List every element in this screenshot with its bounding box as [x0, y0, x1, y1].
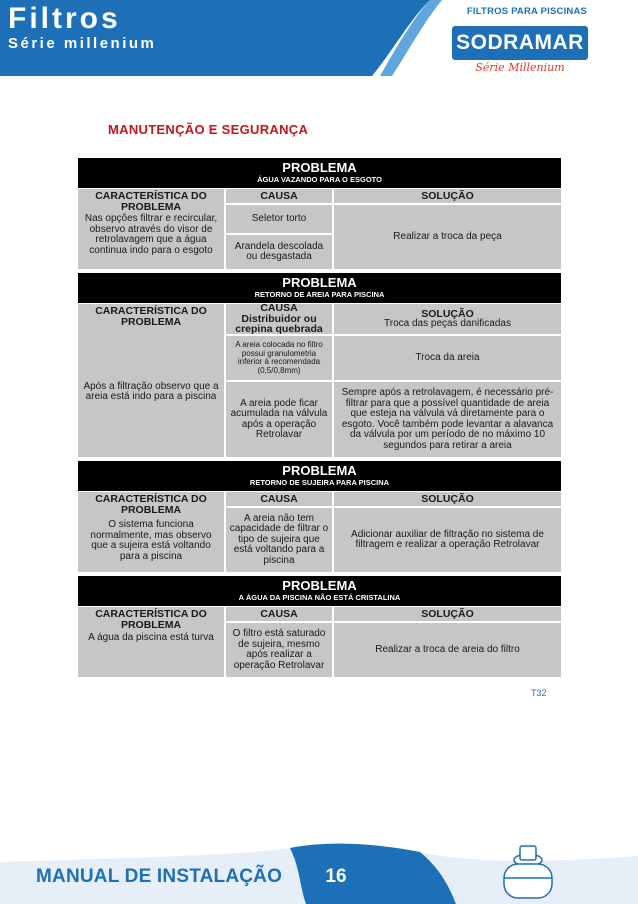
- problem-subtitle: ÁGUA VAZANDO PARA O ESGOTO: [257, 175, 382, 184]
- cause-cell: A areia não tem capacidade de filtrar o tipo de sujeira que está voltando para a piscina: [226, 508, 334, 572]
- solution-cell: Troca da areia: [334, 336, 561, 380]
- cause-text: Distribuidor ou crepina quebrada: [235, 312, 323, 336]
- characteristic-text: A água da piscina está turva: [88, 632, 214, 643]
- problem-header: [78, 461, 561, 491]
- problem-table-water-leak: [78, 158, 561, 269]
- problem-body: [78, 188, 561, 269]
- pool-filter-icon: [504, 846, 552, 898]
- troubleshooting-tables: [78, 158, 561, 681]
- problem-label: PROBLEMA: [282, 578, 357, 593]
- characteristic-cell: [78, 492, 226, 572]
- page-number: 16: [325, 866, 347, 887]
- first-row: [226, 304, 561, 334]
- cause-solution-area: [226, 304, 561, 457]
- cause-cell: A areia colocada no filtro possui granulometria inferior à recomendada (0,5/0,8mm): [226, 336, 334, 380]
- cause-cell: [226, 304, 334, 334]
- brand-product-line: Série Millenium: [475, 61, 565, 74]
- solution-cell: Realizar a troca da peça: [334, 205, 561, 269]
- column-header-row: [226, 189, 561, 203]
- problem-header: [78, 576, 561, 606]
- cause-solution-row: [226, 380, 561, 457]
- problem-body: [78, 491, 561, 572]
- problem-table-sand-return: [78, 273, 561, 457]
- problem-table-cloudy-water: [78, 576, 561, 677]
- cause-solution-area: [226, 189, 561, 269]
- header-title: Filtros: [8, 2, 121, 35]
- cause-cell: Arandela descolada ou desgastada: [226, 233, 332, 269]
- cause-solution-row: [226, 203, 561, 269]
- cause-cell: Seletor torto: [226, 205, 332, 233]
- solution-text: Troca das peças danificadas: [384, 318, 511, 329]
- problem-label: PROBLEMA: [282, 463, 357, 478]
- characteristic-cell: [78, 189, 226, 269]
- characteristic-label: CARACTERÍSTICA DO PROBLEMA: [95, 493, 207, 516]
- cause-header: CAUSA: [226, 492, 334, 506]
- solution-header: SOLUÇÃO: [421, 307, 474, 320]
- problem-body: [78, 606, 561, 677]
- section-title: MANUTENÇÃO E SEGURANÇA: [108, 122, 309, 137]
- characteristic-text: Após a filtração observo que a areia está indo para a piscina: [83, 380, 219, 402]
- solution-cell: Adicionar auxiliar de filtração no sistema de filtragem e realizar a operação Retrolavar: [334, 508, 561, 572]
- characteristic-cell: [78, 304, 226, 457]
- solution-cell: Sempre após a retrolavagem, é necessário pré-filtrar para que a possível quantidade de areia que esteja na válvula vá diretamente para o esgoto. Você também pode levantar a alavanca da válvula por um período de no máximo 10 segundos para retirar a areia: [334, 382, 561, 457]
- characteristic-label: CARACTERÍSTICA DO PROBLEMA: [95, 190, 207, 213]
- solution-header: SOLUÇÃO: [334, 492, 561, 506]
- cause-header: CAUSA: [260, 302, 298, 315]
- cause-solution-row: [226, 334, 561, 380]
- cause-solution-area: [226, 492, 561, 572]
- characteristic-label: CARACTERÍSTICA DO PROBLEMA: [95, 608, 207, 631]
- cause-solution-area: [226, 607, 561, 677]
- solution-header: SOLUÇÃO: [334, 607, 561, 621]
- problem-label: PROBLEMA: [282, 275, 357, 290]
- solution-header: SOLUÇÃO: [334, 189, 561, 203]
- characteristic-cell: [78, 607, 226, 677]
- column-header-row: [226, 492, 561, 506]
- problem-table-dirt-return: [78, 461, 561, 572]
- problem-header: [78, 158, 561, 188]
- header-subtitle: Série millenium: [8, 35, 157, 52]
- cause-solution-row: [226, 621, 561, 677]
- problem-header: [78, 273, 561, 303]
- brand-logo-name: SODRAMAR: [456, 31, 584, 54]
- page-code: T32: [531, 688, 547, 698]
- characteristic-text: Nas opções filtrar e recircular, observo através do visor de retrolavagem que a água continua indo para o esgoto: [84, 213, 218, 256]
- column-header-row: [226, 607, 561, 621]
- problem-body: [78, 303, 561, 457]
- cause-cell: O filtro está saturado de sujeira, mesmo após realizar a operação Retrolavar: [226, 623, 334, 677]
- characteristic-text-wrap: [81, 328, 221, 455]
- problem-subtitle: RETORNO DE SUJEIRA PARA PISCINA: [249, 478, 390, 487]
- brand-tagline: FILTROS PARA PISCINAS: [466, 6, 588, 17]
- problem-subtitle: A ÁGUA DA PISCINA NÃO ESTÁ CRISTALINA: [238, 593, 401, 602]
- characteristic-label: CARACTERÍSTICA DO PROBLEMA: [95, 305, 207, 328]
- problem-label: PROBLEMA: [282, 160, 357, 175]
- problem-subtitle: RETORNO DE AREIA PARA PISCINA: [254, 290, 385, 299]
- causes-column: [226, 205, 334, 269]
- solution-cell: Realizar a troca de areia do filtro: [334, 623, 561, 677]
- cause-solution-row: [226, 506, 561, 572]
- cause-header: CAUSA: [226, 189, 334, 203]
- footer-manual-title: MANUAL DE INSTALAÇÃO: [36, 866, 283, 887]
- cause-header: CAUSA: [226, 607, 334, 621]
- solution-cell: [334, 304, 561, 334]
- characteristic-text: O sistema funciona normalmente, mas observo que a sujeira está voltando para a piscina: [90, 519, 212, 562]
- cause-cell: A areia pode ficar acumulada na válvula após a operação Retrolavar: [226, 382, 334, 457]
